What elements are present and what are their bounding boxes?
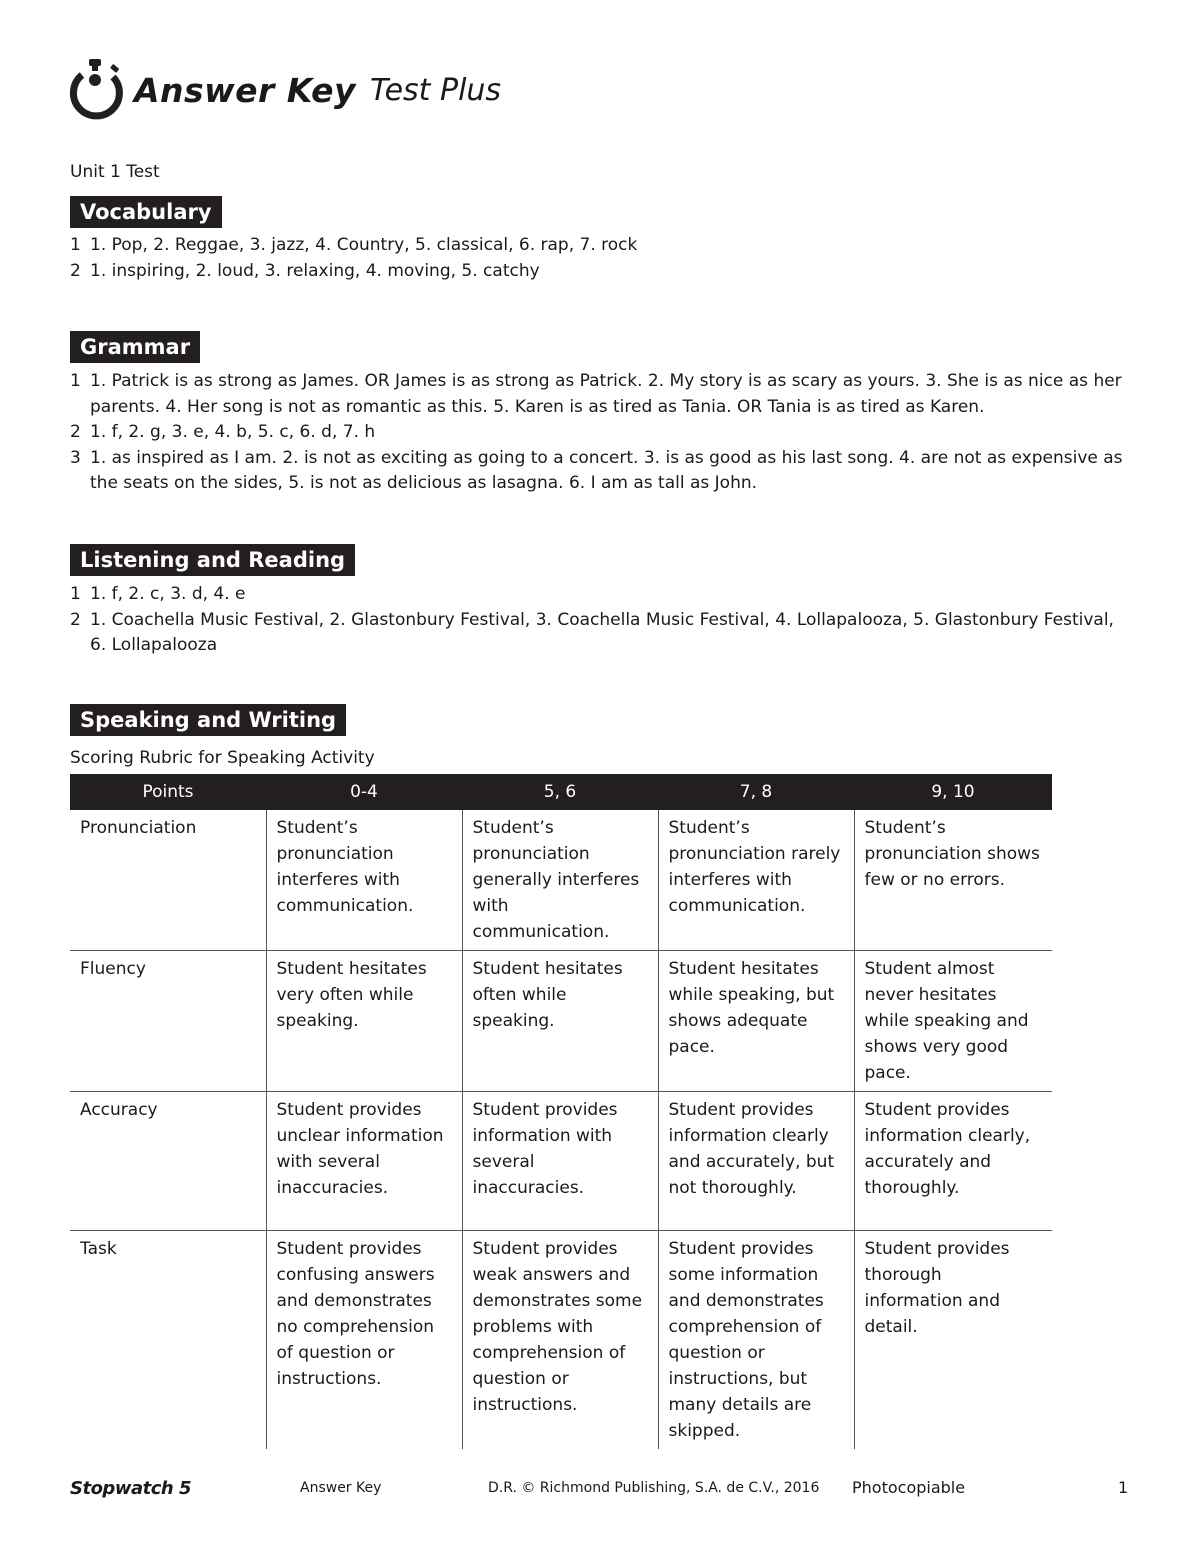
table-cell: Student provides some information and demonstrates comprehension of question or instructions, but many details are skipped. <box>658 1231 854 1450</box>
unit-label: Unit 1 Test <box>70 162 160 182</box>
page-header <box>68 55 501 125</box>
table-header-row <box>70 774 1052 810</box>
column-header: Points <box>70 774 266 810</box>
answer-item: 1 1. f, 2. c, 3. d, 4. e <box>70 584 246 604</box>
table-cell: Student provides weak answers and demonstrates some problems with comprehension of question or instructions. <box>462 1231 658 1450</box>
row-label: Task <box>80 1239 117 1259</box>
table-row <box>70 1092 1052 1231</box>
photocopiable-label: Photocopiable <box>852 1478 966 1497</box>
table-cell: Student’s pronunciation generally interferes with communication. <box>462 810 658 951</box>
stopwatch-icon <box>68 57 126 123</box>
brand-logo: Stopwatch 5 <box>70 1478 191 1499</box>
grammar-answers <box>70 369 1130 497</box>
table-cell: Student almost never hesitates while speaking and shows very good pace. <box>854 951 1052 1092</box>
page-subtitle: Test Plus <box>369 72 502 108</box>
table-cell: Student provides information clearly and accurately, but not thoroughly. <box>658 1092 854 1231</box>
table-cell: Student’s pronunciation shows few or no errors. <box>854 810 1052 951</box>
table-cell: Student hesitates while speaking, but shows adequate pace. <box>658 951 854 1092</box>
vocabulary-heading: Vocabulary <box>70 196 222 228</box>
table-cell: Student hesitates very often while speaking. <box>266 951 462 1092</box>
answer-item: 3 1. as inspired as I am. 2. is not as exciting as going to a concert. 3. is as good as his last song. 4. are not as expensive as the seats on the sides, 5. is not as delicious as lasagna. 6. I am as tall as John. <box>70 447 1123 493</box>
table-cell: Student’s pronunciation rarely interferes with communication. <box>658 810 854 951</box>
row-label: Pronunciation <box>70 810 266 951</box>
answer-item: 1 1. Patrick is as strong as James. OR James is as strong as Patrick. 2. My story is as scary as yours. 3. She is as nice as her parents. 4. Her song is not as romantic as this. 5. Karen is as tired as Tania. OR Tania is as tired as Karen. <box>70 371 1122 417</box>
table-cell: Student provides information with several inaccuracies. <box>462 1092 658 1231</box>
page-title: Answer Key <box>134 70 356 110</box>
row-label: Fluency <box>70 951 266 1092</box>
table-cell: Student provides unclear information with several inaccuracies. <box>266 1092 462 1231</box>
column-header: 7, 8 <box>658 774 854 810</box>
table-row <box>70 810 1052 951</box>
table-cell: Student hesitates often while speaking. <box>462 951 658 1092</box>
column-header: 5, 6 <box>462 774 658 810</box>
table-cell: Student’s pronunciation interferes with communication. <box>266 810 462 951</box>
page-footer <box>70 1478 1130 1502</box>
footer-label: Answer Key <box>300 1480 382 1496</box>
speaking-heading: Speaking and Writing <box>70 704 346 736</box>
answer-item: 2 1. Coachella Music Festival, 2. Glastonbury Festival, 3. Coachella Music Festival, 4. Lollapalooza, 5. Glastonbury Festival, 6. Lollapalooza <box>70 609 1114 655</box>
column-header: 9, 10 <box>854 774 1052 810</box>
answer-item: 2 1. f, 2. g, 3. e, 4. b, 5. c, 6. d, 7. h <box>70 422 376 442</box>
rubric-title: Scoring Rubric for Speaking Activity <box>70 748 375 768</box>
table-cell: Student provides thorough information and detail. <box>854 1231 1052 1450</box>
table-cell: Student provides confusing answers and demonstrates no comprehension of question or instructions. <box>266 1231 462 1450</box>
scoring-rubric-table <box>70 774 1052 1449</box>
answer-item: 1 1. Pop, 2. Reggae, 3. jazz, 4. Country, 5. classical, 6. rap, 7. rock <box>70 235 638 255</box>
listening-answers <box>70 582 1130 659</box>
grammar-heading: Grammar <box>70 331 200 363</box>
row-label: Accuracy <box>70 1092 266 1231</box>
table-row <box>70 1231 1052 1450</box>
table-cell: Student provides information clearly, accurately and thoroughly. <box>854 1092 1052 1231</box>
column-header: 0-4 <box>266 774 462 810</box>
vocabulary-answers <box>70 233 1130 284</box>
table-row <box>70 951 1052 1092</box>
page-number: 1 <box>1118 1478 1129 1497</box>
answer-item: 2 1. inspiring, 2. loud, 3. relaxing, 4. moving, 5. catchy <box>70 260 540 281</box>
listening-heading: Listening and Reading <box>70 544 355 576</box>
copyright: D.R. © Richmond Publishing, S.A. de C.V., 2016 <box>488 1480 820 1496</box>
